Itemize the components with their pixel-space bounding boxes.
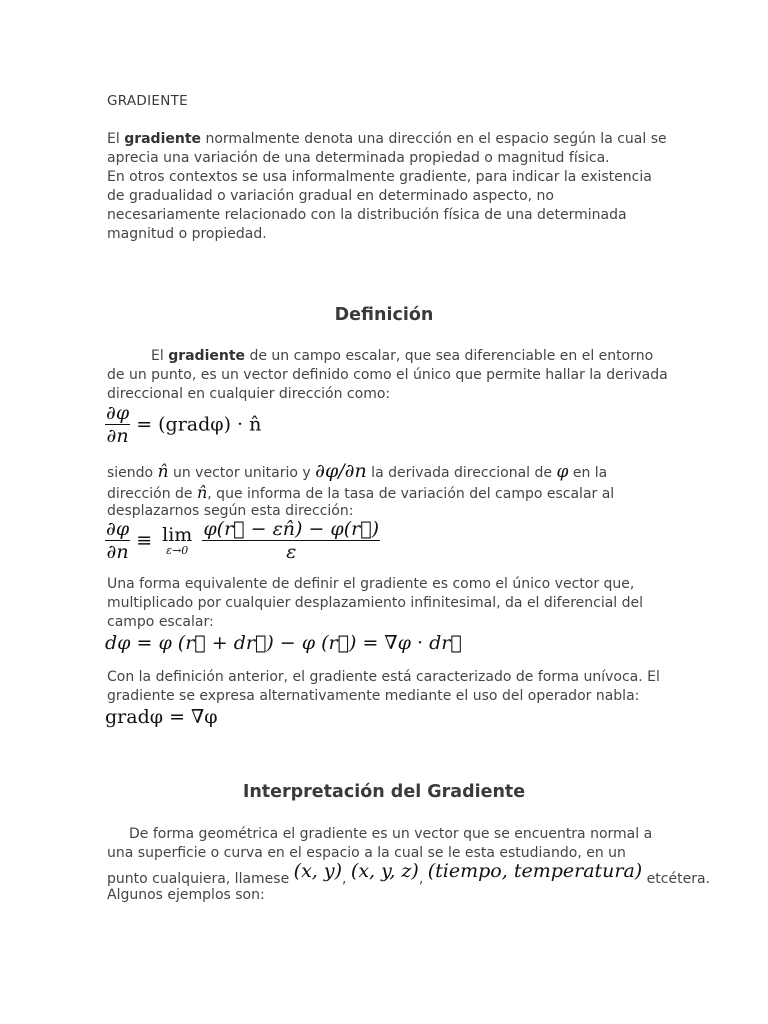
partial-phi-over-partial-n: ∂φ/∂n — [315, 460, 367, 482]
def-p2-b: un vector unitario y — [168, 465, 316, 481]
intro-line-2: aprecia una variación de una determinada propiedad o magnitud física. — [107, 150, 610, 166]
def-p2-d: en la — [568, 465, 608, 481]
intro-line-5: necesariamente relacionado con la distribución física de una determinada — [107, 207, 627, 223]
phi-symbol: φ — [556, 462, 569, 482]
intro-bold-term: gradiente — [124, 131, 202, 147]
eq1-rhs: = (gradφ) · n̂ — [136, 413, 262, 436]
interp-line-2: una superficie o curva en el espacio a la cual se le esta estudiando, en un — [107, 845, 626, 861]
interp-line-3-b: etcétera. — [642, 871, 710, 887]
def-p2-l2-a: dirección de — [107, 486, 197, 502]
def-bold-term: gradiente — [168, 348, 246, 364]
def-p3-line-2: multiplicado por cualquier desplazamiento infinitesimal, da el diferencial del — [107, 595, 644, 611]
def-p1-line-1 — [151, 347, 653, 366]
document-title: GRADIENTE — [107, 93, 189, 109]
equation-directional-derivative — [105, 402, 261, 447]
def-p4-line-1: Con la definición anterior, el gradiente está caracterizado de forma unívoca. El — [107, 669, 660, 685]
eq2-equiv: ≡ — [136, 529, 153, 552]
math-xyz: (x, y, z) — [350, 860, 419, 882]
eq2-lim-label: lim — [162, 523, 193, 546]
equation-differential: dφ = φ (r⃗ + dr⃗) − φ (r⃗) = ∇φ · dr⃗ — [105, 632, 462, 654]
def-p2-line-1 — [107, 462, 607, 483]
math-xy: (x, y) — [293, 860, 343, 882]
def-p1-line-2: de un punto, es un vector definido como el único que permite hallar la derivada — [107, 367, 668, 383]
interpretacion-heading: Interpretación del Gradiente — [242, 782, 526, 802]
intro-line-4: de gradualidad o variación gradual en determinado aspecto, no — [107, 188, 554, 204]
eq2-rhs-fraction — [202, 518, 380, 563]
intro-line-3: En otros contextos se usa informalmente gradiente, para indicar la existencia — [107, 169, 652, 185]
def-p2-c: la derivada direccional de — [366, 465, 557, 481]
def-p2-l2-b: , que informa de la tasa de variación del campo escalar al — [207, 486, 615, 502]
eq1-numerator: ∂φ — [106, 402, 130, 424]
def-p2-line-3: desplazarnos según esta dirección: — [107, 503, 354, 519]
definicion-heading: Definición — [334, 305, 434, 325]
eq2-lhs-fraction — [105, 518, 130, 563]
math-tiempo-temperatura: (tiempo, temperatura) — [427, 860, 643, 882]
eq1-fraction — [105, 402, 130, 447]
interp-line-3: punto cualquiera, llamese (x, y), (x, y, z), (tiempo, temperatura) etcétera. — [107, 860, 710, 887]
def-p3-line-1: Una forma equivalente de definir el gradiente es como el único vector que, — [107, 576, 635, 592]
eq1-denominator: ∂n — [106, 425, 129, 447]
interp-line-1: De forma geométrica el gradiente es un vector que se encuentra normal a — [129, 826, 653, 842]
interp-line-3-a: punto cualquiera, llamese — [107, 871, 294, 887]
eq2-rhs-denominator: ε — [286, 541, 297, 563]
interp-line-4: Algunos ejemplos son: — [107, 887, 265, 903]
def-p1-line-3: direccional en cualquier dirección como: — [107, 386, 391, 402]
def-p3-line-3: campo escalar: — [107, 614, 214, 630]
eq2-lhs-denominator: ∂n — [106, 541, 129, 563]
eq2-lhs-numerator: ∂φ — [106, 518, 130, 540]
intro-line-1 — [107, 130, 667, 149]
def-p1-prefix: El — [151, 348, 169, 364]
equation-nabla: gradφ = ∇φ — [105, 706, 218, 728]
def-p4-line-2: gradiente se expresa alternativamente mediante el uso del operador nabla: — [107, 688, 640, 704]
intro-line-1-rest: normalmente denota una dirección en el espacio según la cual se — [201, 131, 667, 147]
eq2-limit — [162, 525, 192, 557]
intro-prefix: El — [107, 131, 125, 147]
n-hat-symbol: n̂ — [157, 462, 169, 482]
equation-limit-definition — [105, 518, 380, 563]
def-p2-a: siendo — [107, 465, 158, 481]
n-hat-symbol-2: n̂ — [196, 483, 208, 502]
def-p1-line-1-rest: de un campo escalar, que sea diferenciable en el entorno — [245, 348, 654, 364]
intro-line-6: magnitud o propiedad. — [107, 226, 267, 242]
eq2-rhs-numerator: φ(r⃗ − εn̂) − φ(r⃗) — [203, 518, 380, 540]
eq2-lim-subscript: ε→0 — [166, 543, 189, 557]
